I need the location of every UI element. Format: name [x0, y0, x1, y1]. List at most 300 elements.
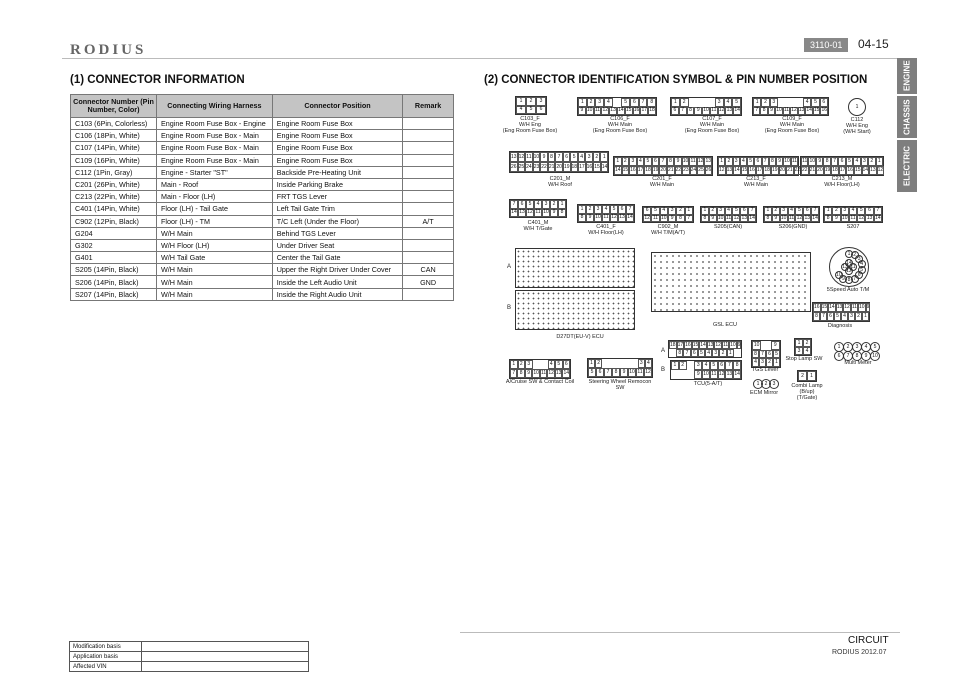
- pin: 12: [718, 371, 725, 377]
- connector-row: [671, 370, 741, 379]
- pin: 6: [865, 207, 873, 215]
- pin: 24: [690, 167, 697, 173]
- pin: 3: [629, 157, 637, 166]
- pin: 14: [829, 304, 835, 310]
- pin: 6: [820, 98, 828, 107]
- pin: [602, 359, 609, 368]
- pin: 5: [710, 361, 718, 370]
- pin: 2: [798, 371, 807, 381]
- cell-harness: W/H Main: [157, 264, 273, 276]
- pin: 3: [585, 152, 593, 162]
- pin: 20: [817, 167, 823, 173]
- connector-label-s206: S206(GND): [778, 224, 808, 230]
- connector-row: [701, 207, 756, 215]
- cell-harness: W/H Main: [157, 227, 273, 239]
- pin: 12: [796, 214, 803, 221]
- pin: 17: [637, 167, 644, 173]
- pin: 11: [603, 214, 609, 221]
- pin: 3: [712, 349, 719, 357]
- pin: 13: [798, 107, 805, 114]
- pin: 11: [850, 214, 856, 221]
- pin: 2: [550, 200, 558, 209]
- pin: 2: [766, 358, 773, 367]
- pin: 13: [726, 167, 733, 173]
- pin: 2: [855, 312, 862, 321]
- cell-position: Inside the Left Audio Unit: [272, 276, 402, 288]
- pin: 6: [652, 157, 660, 166]
- pin: 2: [526, 97, 536, 106]
- page-number: 04-15: [858, 37, 889, 51]
- pin: 23: [533, 162, 541, 172]
- pin: 8: [578, 214, 586, 223]
- connector-row: [764, 207, 819, 215]
- connector-row: [643, 215, 693, 223]
- pin: 1: [600, 152, 608, 162]
- connector-row: [516, 97, 546, 106]
- connector-row: [752, 350, 780, 359]
- pin: 18: [645, 167, 651, 173]
- pin: 12: [715, 341, 721, 348]
- col-harness: Connecting Wiring Harness: [157, 95, 273, 118]
- pin: 6: [740, 207, 748, 215]
- connector-label-cruise: A/Cruise SW & Contact Coil: [505, 379, 575, 385]
- table-row: [71, 130, 454, 142]
- tm5-pin: 14: [846, 260, 852, 266]
- pin: 4: [803, 347, 811, 355]
- pin: 4: [602, 205, 610, 214]
- connector-row: [753, 107, 828, 116]
- pin: 5: [846, 157, 853, 166]
- pin: 8: [667, 157, 675, 166]
- pin: 7: [683, 349, 690, 357]
- pin: 7: [685, 215, 693, 223]
- tm5-pin: 6: [855, 271, 863, 279]
- connector-c112: 1: [848, 98, 866, 116]
- side-tab-engine[interactable]: ENGINE: [897, 58, 917, 94]
- multi-meter-pin: 9: [861, 351, 871, 361]
- section-title-pin-position: (2) CONNECTOR IDENTIFICATION SYMBOL & PIN NUMBER POSITION: [484, 74, 868, 86]
- connector-label-tcu: TCU(5-A/T): [693, 381, 723, 387]
- connector-c401f: [577, 204, 635, 223]
- pin: 5: [857, 207, 865, 215]
- pin: 15: [813, 107, 820, 114]
- table-row: [71, 203, 454, 215]
- cell-connector: S207 (14Pin, Black): [71, 288, 157, 300]
- pin: 2: [586, 205, 594, 214]
- pin: 13: [836, 304, 843, 310]
- connector-row: [801, 166, 883, 175]
- cell-connector: C103 (6Pin, Colorless): [71, 118, 157, 130]
- pin: 11: [525, 152, 533, 162]
- pin: 19: [824, 167, 831, 173]
- pin: 10: [703, 107, 709, 114]
- pin: 7: [753, 107, 760, 116]
- pin: [616, 359, 623, 368]
- pin: 1: [795, 339, 803, 347]
- pin: 8: [647, 98, 656, 107]
- pin: 16: [586, 162, 594, 172]
- pin: 8: [764, 215, 772, 223]
- connector-row: [510, 360, 570, 369]
- pin: 8: [558, 209, 566, 218]
- pin: 7: [748, 207, 756, 215]
- pin: 2: [679, 361, 687, 370]
- pin: 6: [718, 361, 726, 370]
- pin: 21: [548, 162, 556, 172]
- pin: 11: [722, 341, 729, 348]
- pin: 9: [668, 215, 676, 223]
- pin: 5: [795, 207, 803, 215]
- table-row: [71, 276, 454, 288]
- cell-harness: Main - Roof: [157, 178, 273, 190]
- tm5-pin: 7: [851, 275, 859, 283]
- cell-position: Engine Room Fuse Box: [272, 130, 402, 142]
- multi-meter-pin: 7: [843, 351, 853, 361]
- multi-meter-pin: 6: [834, 351, 844, 361]
- pin: 1: [516, 97, 526, 106]
- pin: 9: [816, 157, 823, 166]
- pin: [734, 349, 741, 357]
- cell-connector: S206 (14Pin, Black): [71, 276, 157, 288]
- pin: 7: [510, 369, 517, 378]
- connector-label-c109: C109_F W/H Main (Eng Room Fuse Box): [764, 116, 820, 134]
- table-row: [70, 662, 309, 672]
- pin: 10: [682, 158, 689, 164]
- pin: 4: [740, 157, 747, 166]
- pin: 2: [772, 207, 780, 215]
- pin: 9: [776, 157, 783, 166]
- pin: 7: [725, 361, 733, 370]
- pin: 2: [803, 339, 811, 347]
- pin: 5: [732, 98, 741, 107]
- affected-vin-label: Affected VIN: [70, 662, 142, 672]
- pin: 2: [676, 207, 684, 215]
- cell-remark: [403, 118, 454, 130]
- table-row: [71, 178, 454, 190]
- pin: 7: [762, 157, 769, 166]
- pin: 11: [535, 209, 541, 216]
- connector-row: [752, 358, 780, 367]
- pin: 1: [558, 200, 566, 209]
- pin: 13: [726, 371, 733, 377]
- multi-meter-pin: 4: [861, 342, 871, 352]
- pin: 2: [719, 349, 726, 357]
- pin: 1: [614, 157, 622, 166]
- cell-remark: CAN: [403, 264, 454, 276]
- pin: 10: [543, 209, 549, 216]
- pin: 4: [853, 157, 860, 166]
- connector-c401m: [509, 199, 567, 218]
- connector-row: [718, 166, 801, 175]
- pin: 13: [804, 214, 810, 221]
- pin: 24: [525, 162, 533, 172]
- pin: 14: [615, 167, 621, 173]
- connector-row: [795, 347, 811, 355]
- connector-label-gsl: GSL ECU: [713, 322, 737, 328]
- pin: 4: [705, 349, 712, 357]
- pin: 10: [717, 214, 724, 221]
- cell-remark: [403, 288, 454, 300]
- pin: [706, 98, 715, 107]
- pin: 2: [622, 157, 630, 166]
- pin: 7: [555, 152, 563, 162]
- pin: 22: [794, 167, 801, 173]
- pin: 11: [594, 107, 601, 114]
- col-position: Connector Position: [272, 95, 402, 118]
- tm5-pin: 4: [858, 260, 866, 268]
- modification-basis-label: Modification basis: [70, 642, 142, 652]
- pin: 2: [587, 98, 596, 107]
- pin: 7: [874, 207, 882, 215]
- pin: 1: [578, 205, 586, 214]
- pin: 5: [773, 350, 780, 359]
- pin: 15: [625, 107, 632, 114]
- pin: 8: [752, 350, 759, 359]
- pin: 5: [651, 207, 659, 215]
- pin: 2: [832, 207, 840, 215]
- pin: 12: [858, 214, 865, 221]
- pin: 21: [787, 167, 793, 173]
- pin: 8: [676, 215, 684, 223]
- pin: 9: [694, 370, 702, 379]
- tm5-pin: 5: [858, 266, 866, 274]
- cell-connector: C106 (18Pin, White): [71, 130, 157, 142]
- pin: 2: [725, 157, 732, 166]
- pin: [761, 341, 770, 350]
- pin: 5: [698, 349, 705, 357]
- brand-logo: RODIUS: [70, 42, 147, 58]
- pin: 10: [776, 107, 782, 114]
- pin: 6: [536, 106, 546, 115]
- pin: 10: [780, 214, 787, 221]
- pin: 5: [526, 106, 536, 115]
- pin: 12: [611, 214, 617, 221]
- pin: 3: [770, 98, 778, 107]
- affected-vin-value: [142, 662, 309, 672]
- pin: 15: [622, 167, 629, 173]
- pin: 6: [518, 200, 526, 209]
- page-code: 3110-01: [804, 38, 848, 52]
- pin: 26: [510, 162, 518, 172]
- pin: 2: [518, 360, 526, 369]
- cell-harness: W/H Main: [157, 276, 273, 288]
- pin: 2: [761, 98, 769, 107]
- cell-harness: Engine - Starter "ST": [157, 166, 273, 178]
- pin: 13: [519, 209, 525, 216]
- pin: 8: [612, 368, 620, 377]
- pin: 14: [511, 209, 517, 216]
- pin: 2: [595, 359, 602, 368]
- pin: 6: [766, 350, 773, 359]
- cell-position: Backside Pre-Heating Unit: [272, 166, 402, 178]
- pin: 1: [701, 207, 709, 215]
- tcu-side-b: B: [661, 367, 666, 373]
- cell-remark: GND: [403, 276, 454, 288]
- tcu-connector-a: [668, 340, 742, 358]
- pin: 11: [690, 158, 696, 164]
- pin: 1: [578, 98, 587, 107]
- pin: 3: [525, 360, 533, 369]
- cell-connector: G302: [71, 239, 157, 251]
- tm5-pin: 2: [851, 251, 859, 259]
- pin: [795, 98, 803, 107]
- pin: 9: [737, 341, 741, 348]
- connector-label-s205: S205(CAN): [713, 224, 743, 230]
- pin: 1: [685, 207, 693, 215]
- cell-remark: [403, 203, 454, 215]
- pin: 17: [578, 162, 586, 172]
- pin: 14: [618, 107, 624, 114]
- connector-row: [718, 157, 798, 166]
- cell-position: Upper the Right Driver Under Cover: [272, 264, 402, 276]
- connector-label-c213f: C213_F W/H Main: [743, 176, 769, 188]
- pin: [689, 98, 698, 107]
- cell-remark: [403, 142, 454, 154]
- footer-edition: RODIUS 2012.07: [832, 649, 887, 656]
- pin: 11: [652, 214, 659, 221]
- table-row: [71, 264, 454, 276]
- connector-row: [588, 368, 652, 377]
- connector-row: [588, 359, 652, 368]
- table-row: [71, 191, 454, 203]
- cell-remark: [403, 130, 454, 142]
- pin: 4: [578, 152, 586, 162]
- connector-row: [516, 106, 546, 115]
- connector-row: [669, 349, 741, 357]
- pin: 7: [820, 312, 827, 321]
- connector-c109: [752, 97, 829, 116]
- pin: 6: [671, 107, 679, 116]
- pin: 14: [812, 214, 818, 221]
- pin: [671, 370, 679, 379]
- connector-row: [753, 98, 828, 107]
- pin: 16: [847, 167, 853, 173]
- pin: 11: [783, 107, 790, 114]
- pin: 1: [824, 207, 832, 215]
- pin: [786, 98, 794, 107]
- connector-label-ecm: ECM Mirror: [749, 390, 779, 396]
- pin: 22: [540, 162, 548, 172]
- pin: 25: [698, 167, 704, 173]
- cell-remark: [403, 191, 454, 203]
- cell-harness: W/H Floor (LH): [157, 239, 273, 251]
- connector-row: [824, 207, 882, 215]
- pin: 18: [571, 162, 579, 172]
- pin: 4: [702, 361, 710, 370]
- table-row: [71, 154, 454, 166]
- gsl-ecu-connector: [651, 252, 811, 312]
- connector-row: [671, 361, 741, 370]
- pin: 7: [626, 205, 634, 214]
- pin: 6: [838, 157, 845, 166]
- pin: 21: [667, 167, 674, 173]
- pin: 18: [764, 167, 770, 173]
- pin: 6: [618, 205, 626, 214]
- pin: 14: [806, 107, 812, 114]
- side-tab-electric[interactable]: ELECTRIC: [897, 140, 917, 192]
- table-row: [71, 227, 454, 239]
- pin: 2: [868, 157, 875, 166]
- pin: 11: [791, 158, 798, 164]
- pin: 2: [680, 98, 689, 107]
- table-row: [71, 288, 454, 300]
- pin: 3: [733, 157, 740, 166]
- pin: 13: [510, 152, 518, 162]
- connector-label-c213m: C213_M W/H Floor(LH): [824, 176, 860, 188]
- table-row: [71, 118, 454, 130]
- tm5-pin: 1: [845, 250, 853, 258]
- pin: 7: [604, 368, 612, 377]
- pin: 4: [548, 360, 556, 369]
- pin: 7: [510, 200, 518, 209]
- application-basis-label: Application basis: [70, 652, 142, 662]
- pin: 14: [734, 107, 740, 114]
- pin: 19: [771, 167, 778, 173]
- pin: 12: [877, 167, 884, 173]
- tm5-pin: 3: [855, 255, 863, 263]
- pin: 26: [705, 167, 712, 173]
- connector-c106: [577, 97, 657, 116]
- table-header-row: [71, 95, 454, 118]
- pin: 6: [563, 360, 571, 369]
- connector-row: [669, 341, 741, 349]
- pin: 9: [768, 107, 775, 116]
- pin: 14: [875, 214, 881, 221]
- pin: 18: [832, 167, 838, 173]
- cell-connector: S205 (14Pin, Black): [71, 264, 157, 276]
- connector-row: [510, 200, 566, 209]
- pin: [533, 360, 541, 369]
- footer-rule: [460, 632, 900, 633]
- pin: 5: [555, 360, 563, 369]
- connector-row: [671, 98, 741, 107]
- pin: 7: [831, 157, 838, 166]
- pin: 8: [760, 107, 767, 116]
- connector-c213f: [717, 156, 799, 176]
- multi-meter-pin: 1: [834, 342, 844, 352]
- cell-remark: [403, 239, 454, 251]
- pin: 9: [694, 107, 702, 116]
- pin: 17: [677, 341, 684, 348]
- pin: 9: [620, 368, 628, 377]
- pin: 16: [633, 107, 640, 114]
- pin: 1: [588, 359, 595, 368]
- tm5-pin: 9: [839, 275, 847, 283]
- pin: 9: [525, 369, 532, 378]
- multi-meter-pin: 8: [852, 351, 862, 361]
- connector-label-c112: C112 W/H Eng (W/H Start): [843, 117, 871, 135]
- pin: [613, 98, 622, 107]
- pin: 18: [670, 341, 676, 348]
- cell-harness: W/H Tail Gate: [157, 252, 273, 264]
- pin: 10: [809, 158, 815, 164]
- pin: 1: [753, 98, 761, 107]
- tcu-side-a: A: [661, 348, 666, 354]
- cell-position: Behind TGS Lever: [272, 227, 402, 239]
- connector-row: [578, 214, 634, 223]
- pin: [697, 98, 706, 107]
- pin: 12: [718, 107, 725, 114]
- pin: 6: [563, 152, 571, 162]
- connector-row: [752, 341, 780, 350]
- pin: [687, 370, 695, 379]
- pin: 12: [644, 214, 650, 221]
- pin: 3: [594, 205, 602, 214]
- connector-label-multi: Multi Meter: [844, 360, 872, 366]
- pin: 8: [548, 152, 556, 162]
- pin: 15: [593, 162, 601, 172]
- side-tab-chassis[interactable]: CHASSIS: [897, 96, 917, 138]
